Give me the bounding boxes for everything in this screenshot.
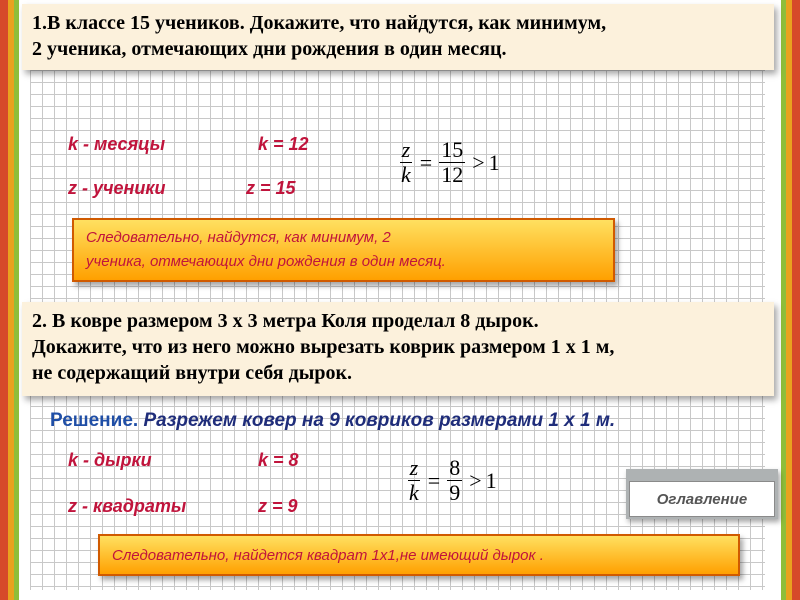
- problem1-formula-rhs-den: 12: [441, 162, 464, 187]
- problem1-k-definition: k - месяцы: [68, 134, 166, 154]
- problem1-conclusion-box: [72, 218, 615, 282]
- problem1-formula-lhs-den: k: [401, 162, 411, 187]
- right-stripe-green: [781, 0, 786, 600]
- problem2-formula-rhs-num: 8: [449, 455, 461, 480]
- problem1-title-box: [22, 4, 774, 70]
- right-stripe-orange: [786, 0, 792, 600]
- problem2-formula-lhs-num: z: [409, 455, 419, 480]
- solution-text: Разрежем ковер на 9 ковриков размерами 1 х 1 м.: [143, 410, 616, 431]
- problem2-k-definition: k - дырки: [68, 450, 152, 470]
- problem1-title-line2: 2 ученика, отмечающих дни рождения в один месяц.: [32, 38, 507, 60]
- problem2-formula-lhs-den: k: [409, 480, 419, 505]
- problem2-title-line1: 2. В ковре размером 3 х 3 метра Коля проделал 8 дырок.: [32, 310, 539, 332]
- problem1-formula: [396, 138, 500, 187]
- toc-button-label[interactable]: Оглавление: [629, 481, 775, 517]
- problem1-formula-one: 1: [488, 149, 500, 175]
- problem2-formula-rhs-fraction: [447, 456, 462, 505]
- problem2-conclusion-box: [98, 534, 740, 576]
- problem2-k-value: k = 8: [258, 450, 299, 470]
- problem2-z-definition: z - квадраты: [68, 496, 187, 516]
- problem1-z-value: z = 15: [246, 178, 296, 198]
- problem2-title-box: [22, 302, 774, 396]
- left-stripe-green: [14, 0, 19, 600]
- problem2-formula: [404, 456, 497, 505]
- problem1-formula-rhs-num: 15: [441, 137, 464, 162]
- problem1-k-value: k = 12: [258, 134, 309, 154]
- problem1-formula-greater: >: [472, 149, 485, 175]
- left-stripe-red: [0, 0, 8, 600]
- problem1-formula-lhs-num: z: [401, 137, 411, 162]
- problem2-formula-greater: >: [469, 467, 482, 493]
- problem2-title-line3: не содержащий внутри себя дырок.: [32, 362, 352, 384]
- problem2-formula-equals: =: [427, 467, 441, 493]
- problem2-formula-one: 1: [485, 467, 497, 493]
- problem2-title-line2: Докажите, что из него можно вырезать коврик размером 1 х 1 м,: [32, 336, 615, 358]
- right-stripe-red: [792, 0, 800, 600]
- problem2-formula-rhs-den: 9: [449, 480, 461, 505]
- solution-label: Решение.: [50, 410, 139, 431]
- problem1-z-definition: z - ученики: [68, 178, 166, 198]
- problem1-title-line1: 1.В классе 15 учеников. Докажите, что найдутся, как минимум,: [32, 12, 607, 34]
- problem1-conclusion-line1: Следовательно, найдутся, как минимум, 2: [86, 229, 391, 246]
- problem1-formula-equals: =: [419, 149, 433, 175]
- toc-button[interactable]: [626, 469, 778, 519]
- problem2-formula-lhs-fraction: [407, 456, 421, 505]
- problem1-conclusion-line2: ученика, отмечающих дни рождения в один месяц.: [86, 253, 446, 270]
- problem1-formula-rhs-fraction: [439, 138, 465, 187]
- problem2-conclusion-text: Следовательно, найдется квадрат 1х1,не имеющий дырок .: [112, 547, 544, 564]
- problem2-solution: [50, 410, 615, 432]
- problem1-formula-lhs-fraction: [399, 138, 413, 187]
- problem2-z-value: z = 9: [258, 496, 298, 516]
